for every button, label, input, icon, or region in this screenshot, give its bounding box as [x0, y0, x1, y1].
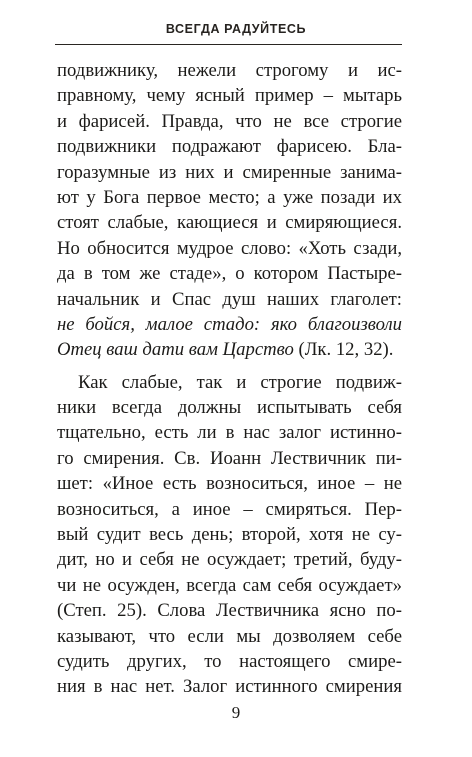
text-line: ют у Бога первое место; а уже позади их: [57, 186, 402, 208]
text-line-italic: [57, 312, 402, 337]
text-line: казывают, что если мы дозволяем себе: [57, 625, 402, 647]
text-line: горазумные из них и смиренные занима-: [57, 161, 402, 183]
text-line: го смирения. Св. Иоанн Лествичник пи-: [57, 447, 402, 469]
text-line: судить других, то настоящего смире-: [57, 650, 402, 672]
text-line: дит, но и себя не осуждает; третий, буду-: [57, 549, 402, 571]
scripture-reference: (Лк. 12, 32).: [293, 339, 394, 361]
text-line: Как слабые, так и строгие подвиж-: [78, 371, 402, 393]
text-line: шет: «Иное есть возноситься, иное – не: [57, 473, 402, 495]
scripture-quote-end: Отец ваш дати вам Царство: [57, 339, 294, 361]
text-line-final: [57, 337, 402, 362]
text-line: да в том же стаде», о котором Пастыре-: [57, 263, 402, 285]
text-line: ния в нас нет. Залог истинного смирения: [57, 676, 402, 698]
text-line: Но обносится мудрое слово: «Хоть сзади,: [57, 237, 402, 259]
text-line: ники всегда должны испытывать себя: [57, 397, 402, 419]
text-line: вый судит весь день; второй, хотя не су-: [57, 524, 402, 546]
text-line: подвижники подражают фарисею. Бла-: [57, 136, 402, 158]
scripture-quote: не бойся, малое стадо: яко благоизволи: [57, 313, 402, 335]
text-line: (Степ. 25). Слова Лествичника ясно по-: [57, 600, 402, 622]
page-number: 9: [231, 703, 241, 722]
text-line: правному, чему ясный пример – мытарь: [57, 85, 402, 107]
paragraph-1: [57, 58, 402, 363]
text-line: начальник и Спас душ наших глаголет:: [57, 288, 402, 310]
text-line: чи не осужден, всегда сам себя осуждает»: [57, 574, 402, 596]
paragraph-2: [57, 370, 402, 700]
paragraph-gap: [57, 363, 402, 370]
header-rule: [55, 44, 402, 45]
text-line: подвижнику, нежели строгому и ис-: [57, 60, 402, 81]
running-head: ВСЕГДА РАДУЙТЕСЬ: [165, 22, 307, 36]
text-line: и фарисей. Правда, что не все строгие: [57, 110, 402, 132]
body-text: [57, 58, 402, 700]
text-line: возноситься, а иное – смиряться. Пер-: [57, 498, 402, 520]
text-line: стоят слабые, кающиеся и смиряющиеся.: [57, 212, 402, 234]
text-line: тщательно, есть ли в нас залог истинно-: [57, 422, 402, 444]
